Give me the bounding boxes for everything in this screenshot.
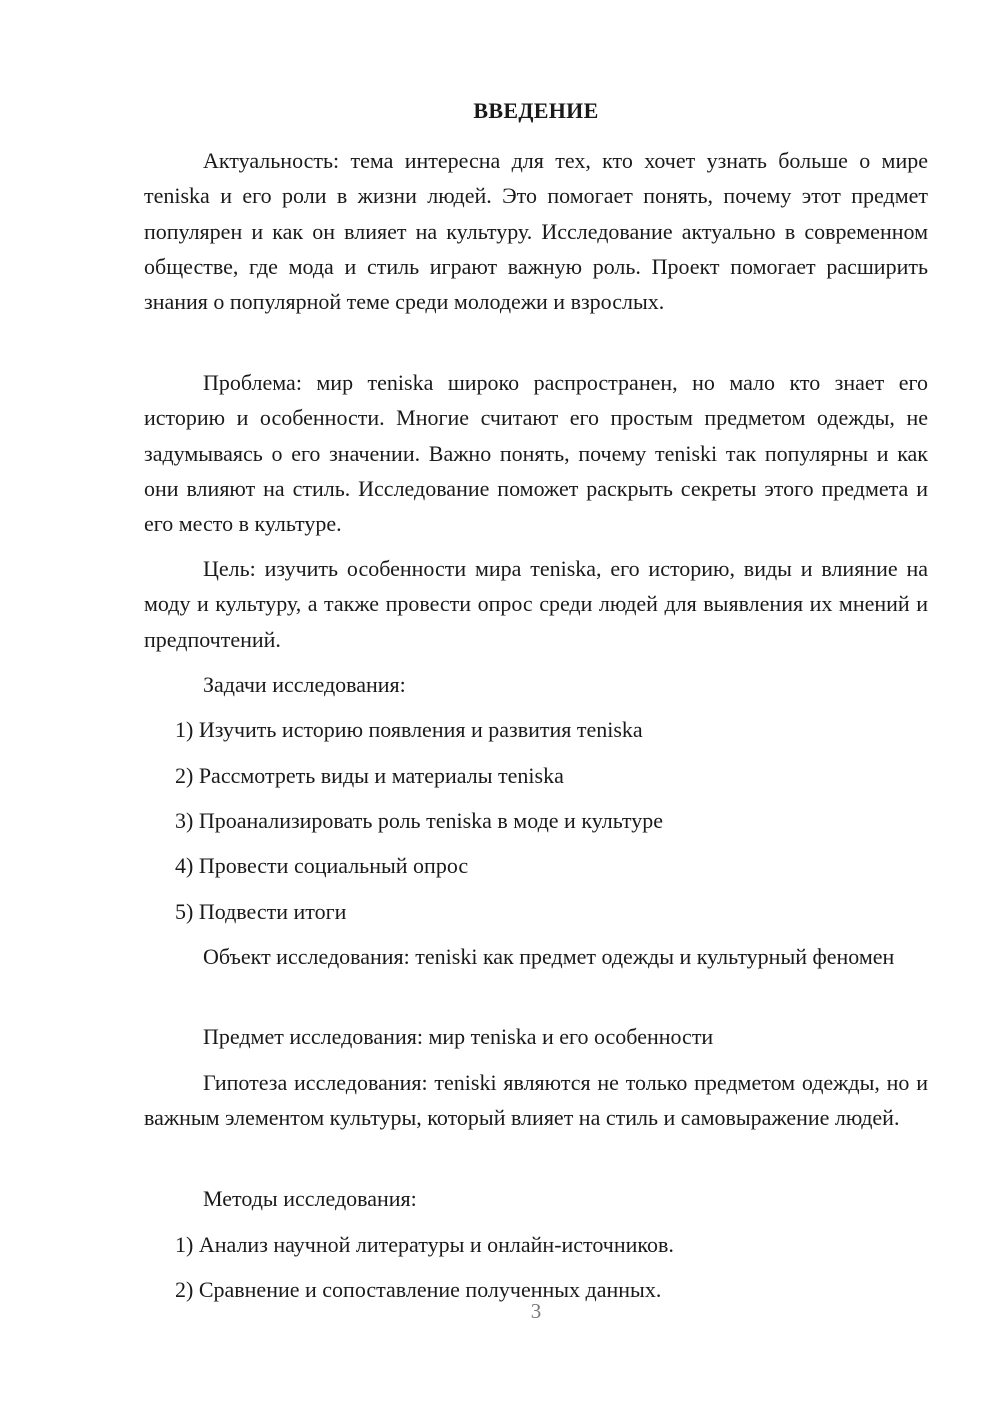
page-number: 3 <box>530 1299 542 1323</box>
task-item: 2) Рассмотреть виды и материалы теniska <box>175 763 564 788</box>
task-item: 1) Изучить историю появления и развития теniska <box>175 717 643 742</box>
page-title: ВВЕДЕНИЕ <box>473 98 599 123</box>
document-page <box>144 0 928 1414</box>
task-item: 5) Подвести итоги <box>175 899 347 924</box>
method-item: 1) Анализ научной литературы и онлайн-источников. <box>175 1232 674 1257</box>
hypothesis-paragraph: Гипотеза исследования: теniski являются не только предметом одежды, но и важным элементом культуры, который влияет на стиль и самовыражение людей. <box>144 1070 928 1131</box>
relevance-paragraph: Актуальность: тема интересна для тех, кто хочет узнать больше о мире теniska и его роли в жизни людей. Это помогает понять, почему этот предмет популярен и как он влияет на культуру. Исследование актуально в современном обществе, где мода и стиль играют важную роль. Проект помогает расширить знания о популярной теме среди молодежи и взрослых. <box>144 148 928 315</box>
task-item: 4) Провести социальный опрос <box>175 853 469 878</box>
object-paragraph: Объект исследования: теniski как предмет одежды и культурный феномен <box>203 944 895 969</box>
methods-heading: Методы исследования: <box>203 1186 417 1211</box>
subject-paragraph: Предмет исследования: мир теniska и его особенности <box>203 1024 714 1049</box>
tasks-heading: Задачи исследования: <box>203 672 406 697</box>
problem-paragraph: Проблема: мир теniska широко распространен, но мало кто знает его историю и особенности. Многие считают его простым предметом одежды, не задумываясь о его значении. Важно понять, почему теniski так популярны и как они влияют на стиль. Исследование поможет раскрыть секреты этого предмета и его место в культуре. <box>144 370 928 537</box>
method-item: 2) Сравнение и сопоставление полученных данных. <box>175 1277 662 1302</box>
goal-paragraph: Цель: изучить особенности мира теniska, его историю, виды и влияние на моду и культуру, а также провести опрос среди людей для выявления их мнений и предпочтений. <box>144 556 928 652</box>
task-item: 3) Проанализировать роль теniska в моде и культуре <box>175 808 663 833</box>
